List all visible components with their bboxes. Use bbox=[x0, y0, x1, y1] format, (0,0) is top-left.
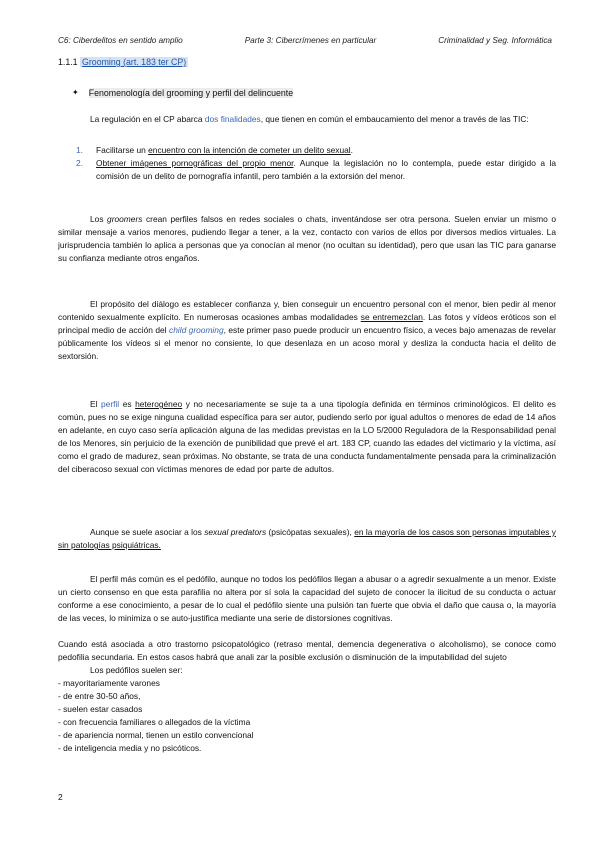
header-right: Criminalidad y Seg. Informática bbox=[438, 36, 552, 45]
list-number: 2. bbox=[76, 158, 83, 168]
trait-item: - con frecuencia familiares o allegados de la víctima bbox=[58, 717, 251, 727]
page-number: 2 bbox=[58, 792, 63, 802]
list-text: . Aunque la legislación no lo contempla, puede estar dirigido a la comisión de un delito de pornografía infantil, pero también a la extorsión del menor. bbox=[96, 158, 556, 181]
trait-item: - suelen estar casados bbox=[58, 704, 143, 714]
section-title[interactable]: Grooming (art. 183 ter CP) bbox=[82, 57, 187, 67]
p4-text-a: El bbox=[90, 399, 101, 409]
p2-text-a: Los bbox=[90, 214, 108, 224]
p6-text: El perfil más común es el pedófilo, aunque no todos los pedófilos llegan a abusar o a agredir sexualmente a un menor. Existe un cierto consenso en que esta parafilia no altera por sí sola la capacidad del sujeto de conocer la ilicitud de su conducta o actuar conforme a ese conocimiento, a pesar de lo cual el pedófilo siente una pulsión tan fuerte que obvia el daño que causa o, la mayoría de las veces, lo minimiza o se auto-justifica mediante una serie de distorsiones cognitivas. bbox=[58, 574, 556, 623]
trait-item: - mayoritariamente varones bbox=[58, 678, 160, 688]
header-center: Parte 3: Cibercrímenes en particular bbox=[244, 36, 377, 45]
list-text: . bbox=[350, 145, 353, 155]
list-underlined: Obtener imágenes pornográficas del propio menor bbox=[96, 158, 294, 168]
paragraph-profile bbox=[58, 398, 556, 476]
list-item bbox=[76, 157, 556, 183]
p7-text: Cuando está asociada a otro trastorno psicopatológico (retraso mental, demencia degenerativa o alcoholismo), se conoce como pedofilia secundaria. En estos casos habrá que anali zar la posible exclusión o disminución de la imputabilidad del sujeto bbox=[58, 639, 556, 662]
trait-item: - de entre 30-50 años, bbox=[58, 691, 141, 701]
p4-underlined: heterogéneo bbox=[135, 399, 183, 409]
p3-text-c: . Las fotos y vídeos eróticos son el principal medio de acción del bbox=[58, 312, 557, 335]
section-number: 1.1.1 bbox=[58, 57, 78, 67]
paragraph-secondary bbox=[58, 638, 556, 664]
p1-text-c: , que tienen en común el embaucamiento del menor a través de las TIC: bbox=[260, 114, 529, 124]
trait-item: - de inteligencia media y no psicóticos. bbox=[58, 743, 202, 753]
p1-highlight: dos finalidades bbox=[204, 114, 261, 124]
p4-text-c: es bbox=[119, 399, 136, 409]
list-underlined: encuentro con la intención de cometer un delito sexual bbox=[148, 145, 351, 155]
p3-text-e: , este primer paso puede producir un encuentro físico, a veces bajo amenazas de revelar públicamente los vídeos si el menor no consiente, lo que desenlaza en un acoso moral y desliza la conducta hacia el delito de sextorsión. bbox=[58, 325, 556, 361]
p4-text-e: y no necesariamente se suje ta a una tipología definida en términos criminológicos. El delito es común, pues no se exige ninguna cualidad específica para ser autor, pudiendo serlo por igual adultos o menores de edad de 14 años en adelante, en cuyo caso sería aplicación alguna de las medidas previstas en la LO 5/2000 Reguladora de la Responsabilidad penal de los Menores, sin perjuicio de la exención de punibilidad que prevé el art. 183 CP, cuando las edades del victimario y la víctima, así como el grado de madurez, sean próximas. No obstante, se trata de una conducta fundamentalmente pensada para la criminalización del ciberacoso sexual con víctimas menores de edad por parte de adultos. bbox=[58, 399, 556, 474]
paragraph-groomers bbox=[58, 213, 556, 265]
p3-italic: child grooming bbox=[169, 325, 224, 335]
p5-underlined: en la mayoría de los casos son personas imputables y sin patologías psiquiátricas. bbox=[58, 527, 556, 550]
list-intro bbox=[58, 664, 556, 677]
paragraph-predators bbox=[58, 526, 556, 552]
subsection-bullet bbox=[72, 88, 293, 98]
p2-text-c: crean perfiles falsos en redes sociales o chats, inventándose ser otra persona. Suelen enviar un mismo o similar mensaje a varios menores, pudiendo llegar a tener, a la vez, contacto con varios de ellos por diversos medios virtuales. La jurisprudencia también lo aplica a personas que ya conocían al menor (no ocultan su identidad), pero que usan las TIC para ganarse su confianza mediante otros engaños. bbox=[58, 214, 556, 263]
list-number: 1. bbox=[76, 145, 83, 155]
p1-text-a: La regulación en el CP abarca bbox=[90, 114, 205, 124]
p3-underlined: se entremezclan bbox=[360, 312, 423, 322]
paragraph-pedophile bbox=[58, 573, 556, 625]
list-intro-text: Los pedófilos suelen ser: bbox=[90, 665, 183, 675]
p5-text-c: (psicópatas sexuales), bbox=[266, 527, 355, 537]
trait-item: - de apariencia normal, tienen un estilo convencional bbox=[58, 730, 254, 740]
page-header bbox=[58, 36, 552, 45]
p5-text-a: Aunque se suele asociar a los bbox=[90, 527, 205, 537]
p5-italic: sexual predators bbox=[204, 527, 267, 537]
list-text: Facilitarse un bbox=[96, 145, 149, 155]
p3-text-a: El propósito del diálogo es establecer confianza y, bien conseguir un encuentro personal con el menor, bien pedir al menor contenido sexualmente explícito. En numerosas ocasiones ambas modalidades bbox=[58, 299, 556, 322]
list-item bbox=[76, 144, 556, 157]
paragraph-regulation bbox=[58, 113, 556, 126]
subsection-title: Fenomenología del grooming y perfil del delincuente bbox=[88, 88, 294, 98]
p2-italic: groomers bbox=[107, 214, 143, 224]
section-heading bbox=[58, 57, 188, 67]
header-left: C6: Ciberdelitos en sentido amplio bbox=[58, 36, 183, 45]
p4-highlight: perfil bbox=[101, 399, 120, 409]
numbered-list bbox=[76, 144, 556, 183]
paragraph-purpose bbox=[58, 298, 556, 363]
star-bullet-icon: ✦ bbox=[72, 88, 79, 97]
